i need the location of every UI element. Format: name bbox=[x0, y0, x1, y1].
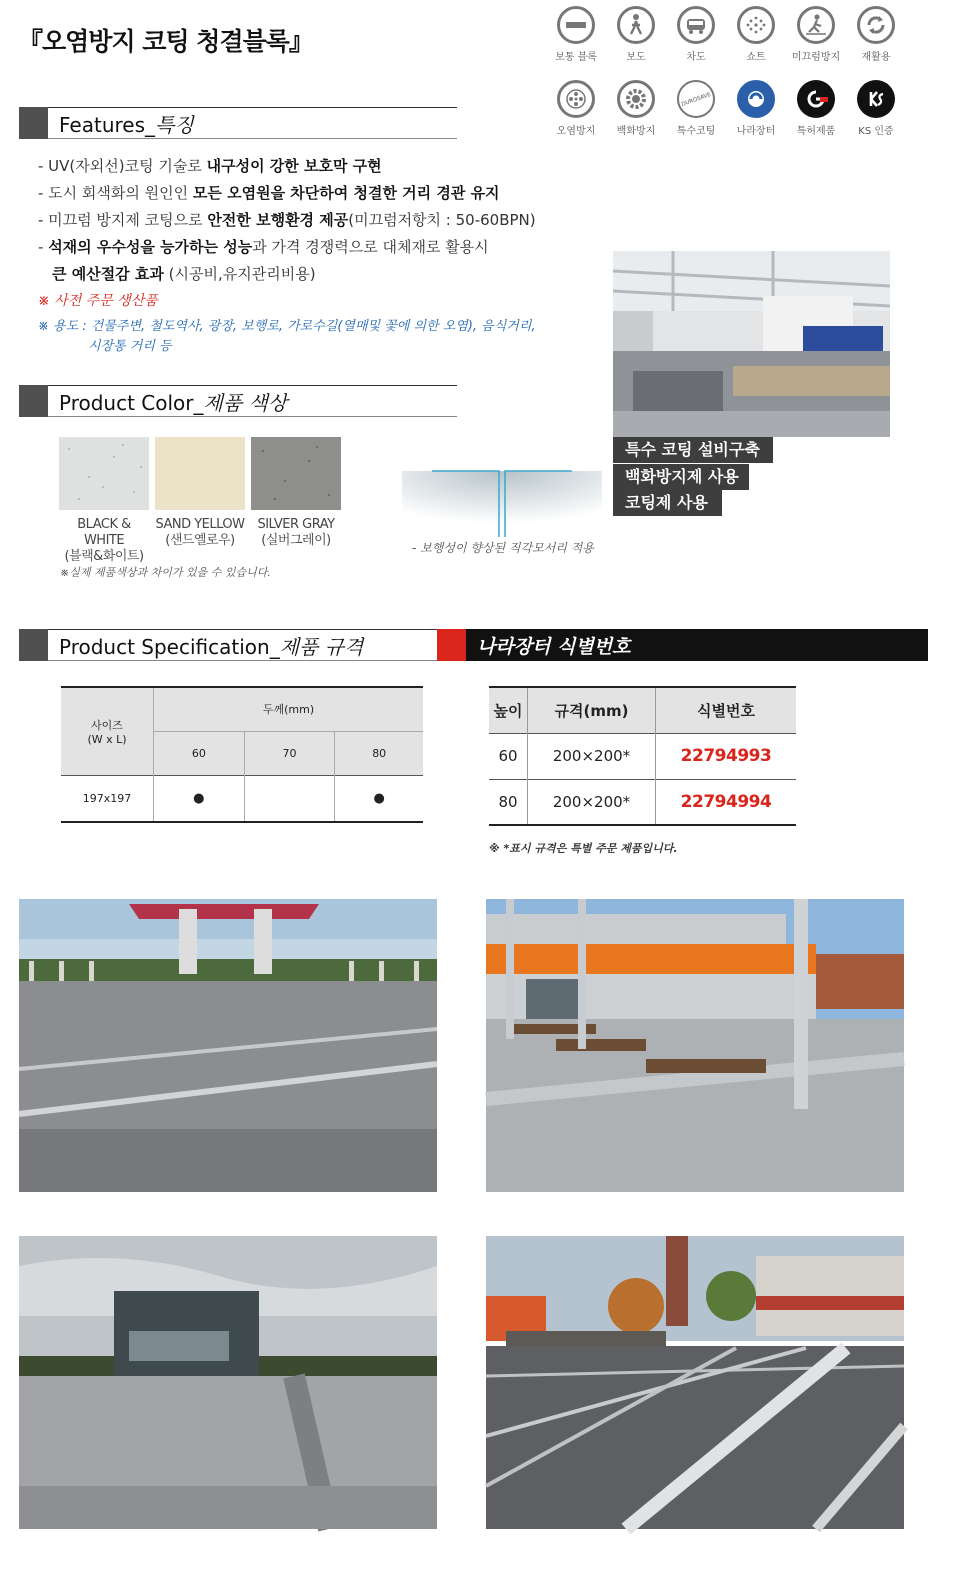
nara-header: 나라장터 식별번호 bbox=[437, 629, 928, 661]
swatch-silver-gray bbox=[251, 437, 341, 510]
facility-tag-coating-equipment: 특수 코팅 설비구축 bbox=[613, 437, 773, 463]
usage-note: ※ 용도 : 건물주변, 철도역사, 광장, 보행로, 가로수길(열매및 꽃에 의한 오염), 음식거리, bbox=[38, 319, 536, 334]
feature-item: - UV(자외선)코팅 기술로 내구성이 강한 보호막 구현 bbox=[38, 157, 382, 175]
code-header: 식별번호 bbox=[656, 687, 797, 733]
anti-slip-icon: 미끄럼방지 bbox=[786, 6, 846, 63]
roadway-icon: 차도 bbox=[666, 6, 726, 63]
nara-note: ※ *표시 규격은 특별 주문 제품입니다. bbox=[489, 842, 678, 855]
facility-tag-anti-efflorescence: 백화방지제 사용 bbox=[613, 464, 749, 490]
color-header: Product Color_제품 색상 bbox=[19, 385, 457, 417]
patent-icon: 특허제품 bbox=[786, 80, 846, 137]
feature-item: - 석재의 우수성을 능가하는 성능과 가격 경쟁력으로 대체재로 활용시 bbox=[38, 238, 489, 256]
spec-table bbox=[61, 686, 423, 823]
special-coating-icon: DUROSAVE 특수코팅 bbox=[666, 80, 726, 137]
plaza-pavilion-photo bbox=[19, 1236, 437, 1529]
feature-item: - 미끄럼 방지제 코팅으로 안전한 보행환경 제공(미끄럼저항치 : 50-60BPN) bbox=[38, 211, 536, 229]
swatch-black-white bbox=[59, 437, 149, 510]
nara-market-icon: 나라장터 bbox=[726, 80, 786, 137]
thickness-70: 70 bbox=[244, 731, 335, 775]
swatch-label-sand-yellow: SAND YELLOW (샌드옐로우) bbox=[155, 517, 245, 548]
spec-header: Product Specification_제품 규격 bbox=[19, 629, 437, 661]
svg-text:DUROSAVE: DUROSAVE bbox=[680, 91, 712, 109]
anti-pollution-icon: 오염방지 bbox=[546, 80, 606, 137]
swatch-label-black-white: BLACK & WHITE (블랙&화이트) bbox=[64, 517, 144, 564]
features-list: - UV(자외선)코팅 기술로 내구성이 강한 보호막 구현 - 도시 회색화의 원인인 모든 오염원을 차단하여 청결한 거리 경관 유지 - 미끄럼 방지제 코팅으로 안전한 보행환경 제공(미끄럼저항치 : 50-60BPN) - 석재의 우수성을 능가하는 성능과 가격 경쟁력으로 대체재로 활용시 큰 예산절감 효과 (시공비,유지관리비용) ※ 사전 주문 생산품 ※ 용도 : 건물주변, 철도역사, 광장, 보행로, 가로수길(열매및 꽃에 의한 오염), 음식거리, 시장통 거리 등 bbox=[38, 153, 536, 357]
nara-table bbox=[489, 686, 796, 826]
spec-header-cell: 규격(mm) bbox=[528, 687, 656, 733]
anti-efflorescence-icon: 백화방지 bbox=[606, 80, 666, 137]
plaza-gate-photo bbox=[19, 899, 437, 1192]
corner-diagram bbox=[402, 467, 602, 537]
feature-item: - 도시 회색화의 원인인 모든 오염원을 차단하여 청결한 거리 경관 유지 bbox=[38, 184, 500, 202]
factory-photo bbox=[613, 251, 890, 437]
page-title: 『오염방지 코팅 청결블록』 bbox=[18, 27, 313, 56]
table-row: 80 200×200* 22794994 bbox=[489, 779, 796, 825]
walkway-icon: 보도 bbox=[606, 6, 666, 63]
table-row: 197x197 ● ● bbox=[61, 775, 423, 822]
normal-block-icon: 보통 블록 bbox=[546, 6, 606, 63]
facility-tag-coating-agent: 코팅제 사용 bbox=[613, 490, 722, 516]
swatch-label-silver-gray: SILVER GRAY (실버그레이) bbox=[257, 517, 335, 548]
shot-icon: 쇼트 bbox=[726, 6, 786, 63]
corner-caption: - 보행성이 향상된 직각모서리 적용 bbox=[412, 541, 594, 555]
plaza-church-photo bbox=[486, 1236, 904, 1529]
size-header-cell: 사이즈 (W x L) bbox=[61, 687, 154, 775]
swatch-sand-yellow bbox=[155, 437, 245, 510]
table-row: 60 200×200* 22794993 bbox=[489, 733, 796, 779]
thickness-80: 80 bbox=[335, 731, 423, 775]
building-bench-photo bbox=[486, 899, 904, 1192]
ks-cert-icon: KS 인증 bbox=[846, 80, 906, 137]
size-cell: 197x197 bbox=[61, 775, 154, 822]
features-header: Features_특징 bbox=[19, 107, 457, 139]
color-disclaimer: ※실제 제품색상과 차이가 있을 수 있습니다. bbox=[60, 566, 271, 579]
recycle-icon: 재활용 bbox=[846, 6, 906, 63]
thickness-60: 60 bbox=[154, 731, 245, 775]
feature-item: 큰 예산절감 효과 (시공비,유지관리비용) bbox=[52, 265, 316, 283]
thickness-header: 두께(mm) bbox=[154, 687, 424, 731]
height-header: 높이 bbox=[489, 687, 528, 733]
preorder-note: ※ 사전 주문 생산품 bbox=[38, 293, 158, 309]
